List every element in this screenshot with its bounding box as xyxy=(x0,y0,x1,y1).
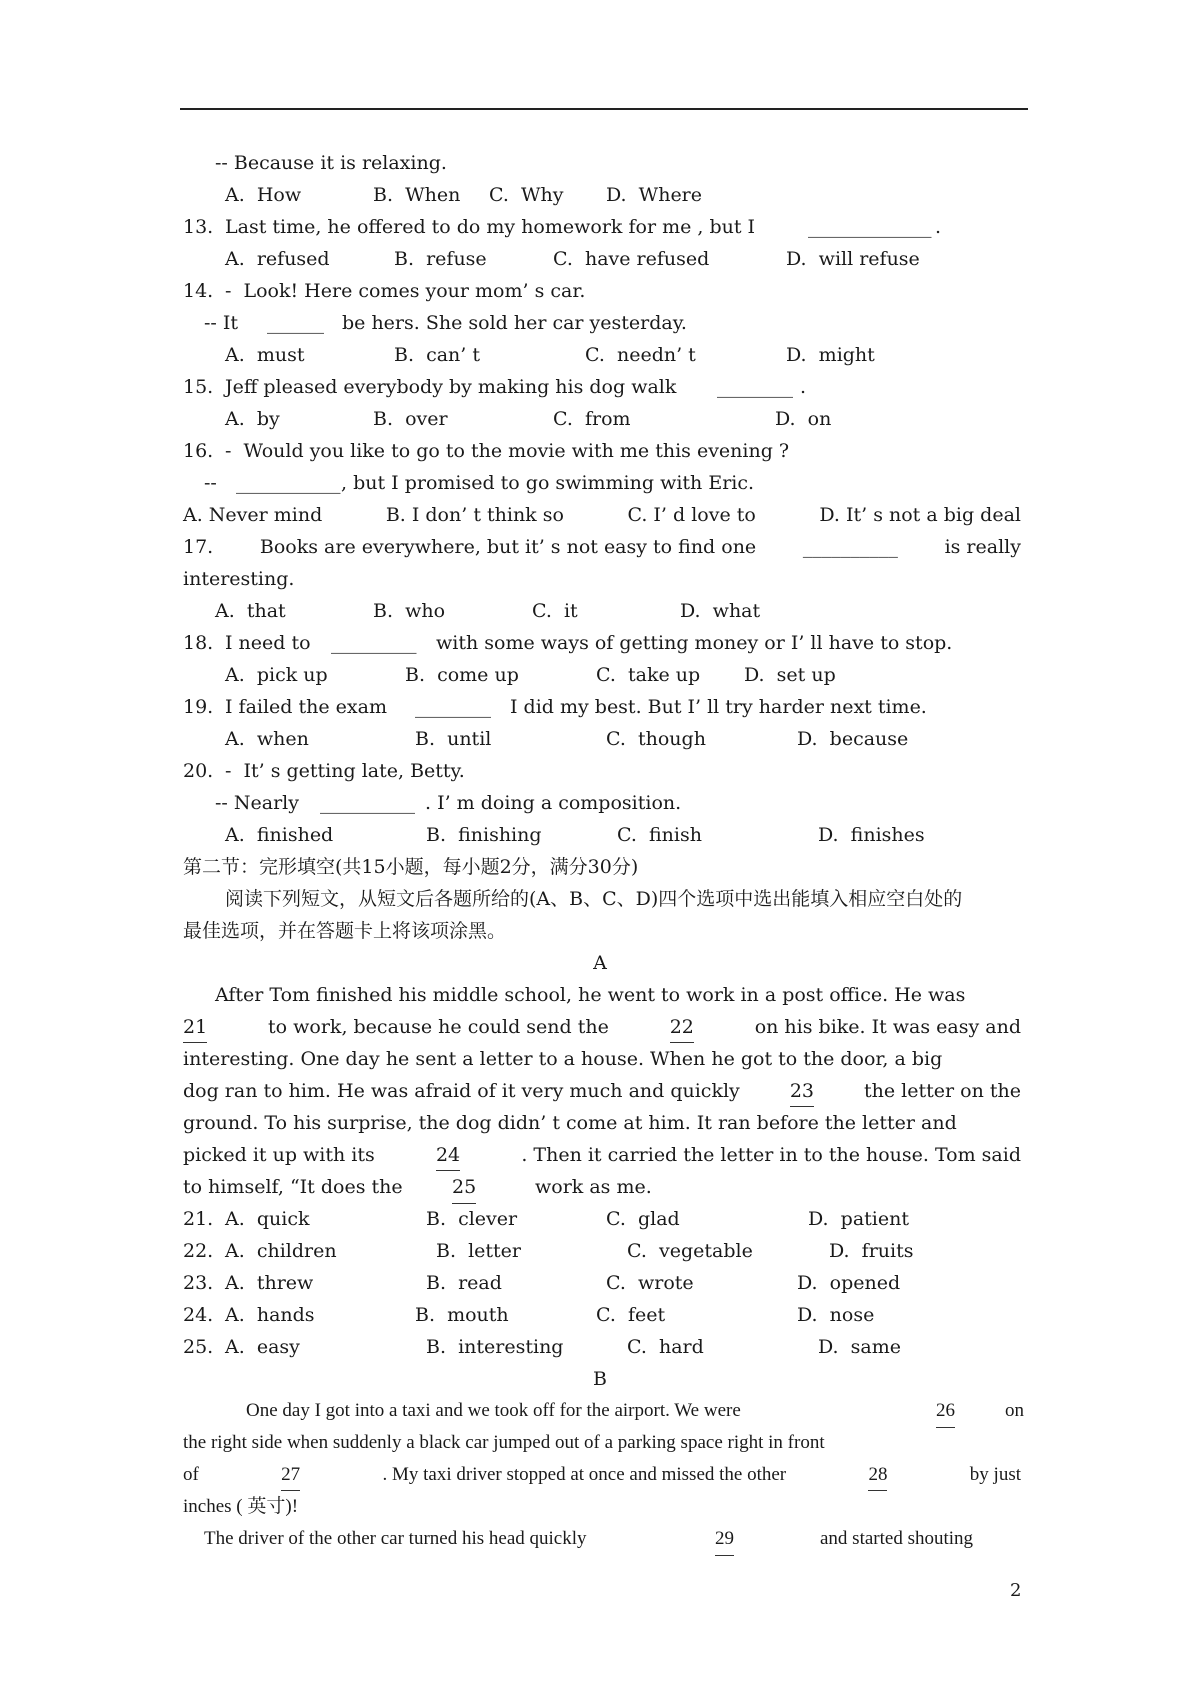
blank-26: 26 xyxy=(936,1395,955,1428)
option-a: A. by xyxy=(225,408,280,430)
option-c: C. finish xyxy=(617,824,702,846)
blank-24: 24 xyxy=(436,1139,460,1171)
q12-answer-line xyxy=(0,147,1200,179)
option-d: D. opened xyxy=(797,1272,901,1294)
section-title: 第二节：完形填空(共15小题，每小题2分，满分30分) xyxy=(183,856,639,878)
option-c: C. glad xyxy=(606,1208,680,1230)
option-d: D. what xyxy=(680,600,761,622)
option-b: B. finishing xyxy=(426,824,542,846)
q17-blank: __________ xyxy=(802,536,898,558)
passage-b-label: B xyxy=(593,1368,607,1390)
page-number: 2 xyxy=(1010,1580,1022,1601)
option-d: D. patient xyxy=(808,1208,909,1230)
passage-text: to himself, “It does the xyxy=(183,1176,403,1198)
passage-a-line-4 xyxy=(183,1075,1021,1107)
option-c: C. I’ d love to xyxy=(627,504,756,526)
options-row-25 xyxy=(0,1331,1200,1363)
blank-25: 25 xyxy=(452,1171,476,1204)
options-row-24 xyxy=(0,1299,1200,1331)
passage-text: on xyxy=(1005,1400,1024,1421)
options-row-21 xyxy=(0,1203,1200,1235)
q18-number: 18. xyxy=(183,632,214,654)
option-b: B. read xyxy=(426,1272,502,1294)
q16-number: 16. xyxy=(183,440,214,462)
option-a: A. quick xyxy=(225,1208,310,1230)
q13-options xyxy=(0,243,1200,275)
option-d: D. same xyxy=(818,1336,902,1358)
passage-text: of xyxy=(183,1464,199,1485)
option-d: D. fruits xyxy=(829,1240,914,1262)
option-d: D. finishes xyxy=(818,824,925,846)
option-b: B. mouth xyxy=(415,1304,509,1326)
q20-text: - It’ s getting late, Betty. xyxy=(225,760,465,782)
passage-text: to work, because he could send the xyxy=(268,1016,609,1038)
option-c: C. from xyxy=(553,408,631,430)
option-b: B. can’ t xyxy=(394,344,481,366)
passage-text: . Then it carried the letter in to the house. Tom said xyxy=(521,1144,1021,1166)
passage-a-line-2 xyxy=(183,1011,1021,1043)
q13-number: 13. xyxy=(183,216,214,238)
blank-29: 29 xyxy=(715,1523,734,1556)
option-c: C. it xyxy=(532,600,578,622)
passage-text: and started shouting xyxy=(820,1528,974,1549)
option-a: A. that xyxy=(215,600,286,622)
q18-text-start: I need to xyxy=(225,632,311,654)
q20-response-start: -- Nearly xyxy=(215,792,299,814)
passage-b-line-1 xyxy=(0,1395,1200,1427)
passage-b-line-5 xyxy=(0,1523,1200,1555)
passage-text: The driver of the other car turned his head quickly xyxy=(204,1528,587,1549)
q16-response-end: , but I promised to go swimming with Eric. xyxy=(341,472,755,494)
blank-22: 22 xyxy=(670,1011,694,1043)
q13-text: Last time, he offered to do my homework for me , but I xyxy=(225,216,756,238)
passage-text: . My taxi driver stopped at once and missed the other xyxy=(382,1464,787,1485)
passage-a-line-5 xyxy=(183,1107,1021,1139)
option-c: C. wrote xyxy=(606,1272,694,1294)
q18-text-end: with some ways of getting money or I’ ll have to stop. xyxy=(436,632,953,654)
q15-end: . xyxy=(800,376,807,398)
q18-blank: _________ xyxy=(331,632,417,654)
option-a: A. refused xyxy=(225,248,330,270)
option-c: C. take up xyxy=(596,664,701,686)
option-b: B. interesting xyxy=(426,1336,564,1358)
blank-23: 23 xyxy=(790,1075,814,1107)
option-a: A. easy xyxy=(225,1336,300,1358)
q15-blank: ________ xyxy=(717,376,793,398)
passage-text: picked it up with its xyxy=(183,1144,375,1166)
q17-number: 17. xyxy=(183,536,214,558)
q19-stem xyxy=(0,691,1200,723)
passage-a-line-3 xyxy=(183,1043,1021,1075)
option-b: B. I don’ t think so xyxy=(385,504,564,526)
q17-options xyxy=(0,595,1200,627)
option-c: C. have refused xyxy=(553,248,710,270)
passage-a-line-6 xyxy=(183,1139,1021,1171)
blank-27: 27 xyxy=(281,1459,300,1491)
q17-continuation xyxy=(0,563,1200,595)
option-d: D. on xyxy=(775,408,832,430)
passage-a-label: A xyxy=(593,952,607,974)
passage-text: the letter on the xyxy=(864,1080,1021,1102)
question-number: 22. xyxy=(183,1240,214,1262)
question-number: 21. xyxy=(183,1208,214,1230)
option-c: C. vegetable xyxy=(627,1240,753,1262)
q15-stem xyxy=(0,371,1200,403)
q19-blank: ________ xyxy=(415,696,491,718)
q19-text-end: I did my best. But I’ ll try harder next time. xyxy=(510,696,927,718)
instructions-text: 最佳选项，并在答题卡上将该项涂黑。 xyxy=(183,920,507,942)
option-d: D. because xyxy=(797,728,909,750)
section2-title-line xyxy=(0,851,1200,883)
passage-b-line-2 xyxy=(183,1427,1021,1459)
q18-stem xyxy=(0,627,1200,659)
option-a: A. children xyxy=(225,1240,337,1262)
q19-options xyxy=(0,723,1200,755)
passage-text: work as me. xyxy=(535,1176,652,1198)
option-b: B. over xyxy=(373,408,448,430)
option-a: A. pick up xyxy=(225,664,328,686)
option-a: A. when xyxy=(225,728,309,750)
question-number: 25. xyxy=(183,1336,214,1358)
passage-text: inches ( 英寸)! xyxy=(183,1496,299,1517)
q15-options xyxy=(0,403,1200,435)
q16-text: - Would you like to go to the movie with me this evening ? xyxy=(225,440,790,462)
q16-blank: ___________ xyxy=(236,472,341,494)
q15-text: Jeff pleased everybody by making his dog walk xyxy=(225,376,677,398)
option-a: A. Never mind xyxy=(183,504,323,526)
option-c: C. feet xyxy=(596,1304,666,1326)
option-c: C. though xyxy=(606,728,706,750)
option-a: A. hands xyxy=(225,1304,315,1326)
options-row-23 xyxy=(0,1267,1200,1299)
q14-number: 14. xyxy=(183,280,214,302)
option-c: C. needn’ t xyxy=(585,344,696,366)
section2-instructions-2 xyxy=(0,915,1200,947)
blank-21: 21 xyxy=(183,1011,207,1043)
q14-blank: ______ xyxy=(267,312,324,334)
passage-text: on his bike. It was easy and xyxy=(754,1016,1021,1038)
option-d: D. nose xyxy=(797,1304,875,1326)
passage-b-line-4 xyxy=(0,1491,1200,1523)
q16-response-start: -- xyxy=(204,472,217,494)
q13-end: . xyxy=(935,216,942,238)
option-a: A. How xyxy=(225,184,302,206)
q16-response xyxy=(0,467,1200,499)
q18-options xyxy=(0,659,1200,691)
passage-text: by just xyxy=(969,1464,1021,1485)
option-b: B. come up xyxy=(405,664,519,686)
options-row-22 xyxy=(0,1235,1200,1267)
question-number: 24. xyxy=(183,1304,214,1326)
q20-options xyxy=(0,819,1200,851)
option-a: A. threw xyxy=(225,1272,314,1294)
q14-stem xyxy=(0,275,1200,307)
q17-text-start: Books are everywhere, but it’ s not easy to find one xyxy=(259,536,757,558)
q19-text-start: I failed the exam xyxy=(225,696,387,718)
option-b: B. until xyxy=(415,728,492,750)
option-c: C. Why xyxy=(489,184,564,206)
section2-instructions-1 xyxy=(0,883,1200,915)
option-d: D. It’ s not a big deal xyxy=(819,504,1021,526)
q12-options xyxy=(0,179,1200,211)
q13-blank: _____________ xyxy=(808,216,932,238)
passage-text: interesting. One day he sent a letter to a house. When he got to the door, a big xyxy=(183,1048,943,1070)
q20-blank: __________ xyxy=(320,792,415,814)
q20-number: 20. xyxy=(183,760,214,782)
q13-stem xyxy=(0,211,1200,243)
option-a: A. must xyxy=(225,344,305,366)
option-b: B. letter xyxy=(436,1240,521,1262)
q19-number: 19. xyxy=(183,696,214,718)
passage-a-line-7 xyxy=(0,1171,1200,1203)
option-d: D. Where xyxy=(606,184,703,206)
q17-text-cont: interesting. xyxy=(183,568,295,590)
q14-response-start: -- It xyxy=(204,312,239,334)
option-b: B. clever xyxy=(426,1208,518,1230)
q16-stem xyxy=(0,435,1200,467)
question-number: 23. xyxy=(183,1272,214,1294)
passage-text: After Tom finished his middle school, he went to work in a post office. He was xyxy=(215,984,966,1006)
passage-text: dog ran to him. He was afraid of it very much and quickly xyxy=(183,1080,740,1102)
passage-text: the right side when suddenly a black car jumped out of a parking space right in front xyxy=(183,1432,825,1453)
q14-response-end: be hers. She sold her car yesterday. xyxy=(342,312,687,334)
q17-stem xyxy=(183,531,1021,563)
option-b: B. When xyxy=(373,184,461,206)
passage-text: ground. To his surprise, the dog didn’ t come at him. It ran before the letter and xyxy=(183,1112,957,1134)
q14-text: - Look! Here comes your mom’ s car. xyxy=(225,280,586,302)
q16-options xyxy=(183,499,1021,531)
option-d: D. will refuse xyxy=(786,248,920,270)
q20-response-end: . I’ m doing a composition. xyxy=(425,792,682,814)
option-c: C. hard xyxy=(627,1336,704,1358)
option-a: A. finished xyxy=(225,824,334,846)
instructions-text: 阅读下列短文，从短文后各题所给的(A、B、C、D)四个选项中选出能填入相应空白处的 xyxy=(225,888,963,910)
q17-text-end: is really xyxy=(944,536,1021,558)
option-b: B. who xyxy=(373,600,446,622)
q20-response xyxy=(0,787,1200,819)
q12-answer: -- Because it is relaxing. xyxy=(215,152,447,174)
q15-number: 15. xyxy=(183,376,214,398)
passage-text: One day I got into a taxi and we took off for the airport. We were xyxy=(246,1400,741,1421)
passage-a-line-1 xyxy=(0,979,1200,1011)
passage-b-line-3 xyxy=(183,1459,1021,1491)
option-d: D. might xyxy=(786,344,875,366)
q14-options xyxy=(0,339,1200,371)
option-b: B. refuse xyxy=(394,248,487,270)
option-d: D. set up xyxy=(744,664,836,686)
q20-stem xyxy=(0,755,1200,787)
q14-response xyxy=(0,307,1200,339)
blank-28: 28 xyxy=(868,1459,887,1491)
header-rule xyxy=(180,108,1028,110)
